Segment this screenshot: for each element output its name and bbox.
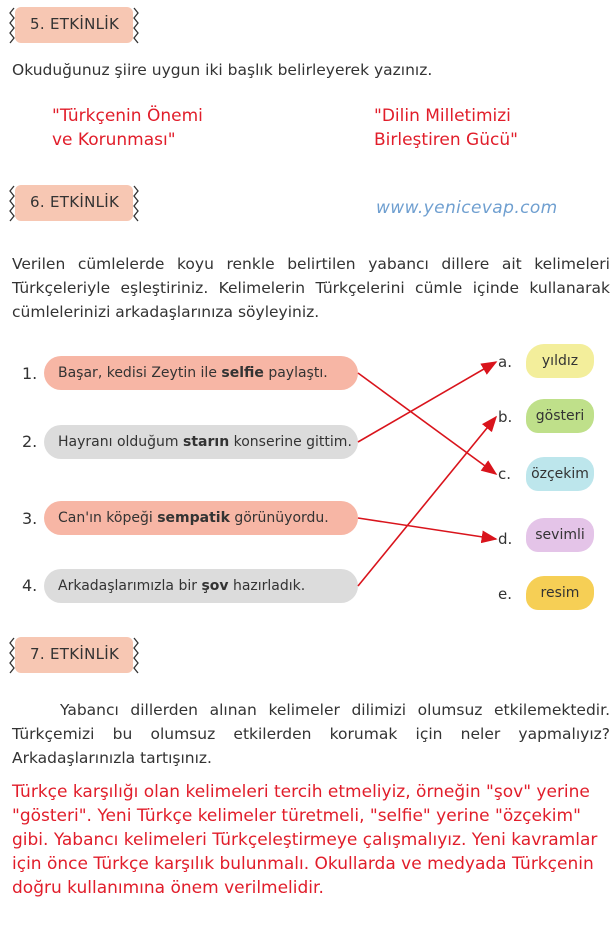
match-line-3-d [358,518,496,539]
watermark-text: www.yenicevap.com [376,198,558,218]
activity-6-title: 6. ETKİNLİK [30,193,120,211]
sentence-3-pill: Can'ın köpeği sempatik görünüyordu. [44,501,358,535]
foreign-word-sempatik: sempatik [157,510,230,526]
option-a-letter: a. [498,353,512,371]
foreign-word-sov: şov [201,578,229,594]
match-line-4-b [358,417,496,586]
foreign-word-starin: starın [183,434,230,450]
sentence-1-number: 1. [22,364,38,383]
activity-7-title: 7. ETKİNLİK [30,645,120,663]
match-line-2-a [358,362,496,442]
sentence-4-number: 4. [22,576,38,595]
answer-left-line-2: ve Korunması" [52,130,176,150]
answer-left-line-1: "Türkçenin Önemi [52,106,203,126]
option-c-word: özçekim [526,457,594,491]
option-a-word: yıldız [526,344,594,378]
option-d-word: sevimli [526,518,594,552]
option-d-letter: d. [498,530,513,548]
option-b-word: gösteri [526,399,594,433]
option-b-letter: b. [498,408,513,426]
match-line-1-c [358,373,496,474]
answer-right-line-2: Birleştiren Gücü" [374,130,518,150]
activity-7-badge [8,634,140,676]
sentence-2-pill: Hayranı olduğum starın konserine gittim. [44,425,358,459]
activity-5-title: 5. ETKİNLİK [30,15,120,33]
sentence-3-number: 3. [22,509,38,528]
activity-7-answer: Türkçe karşılığı olan kelimeleri tercih etmeliyiz, örneğin "şov" yerine "gösteri". Yeni Türkçe kelimeler türetmeli, "selfie" yerine "özçekim" gibi. Yabancı kelimeleri Türkçeleştirmeye çalışmalıyız. Yeni kavramlar için önce Türkçe karşılık bulunmalı. Okullarda ve medyada Türkçenin doğru kullanımına önem verilmelidir. [12,782,598,898]
activity-6-instruction: Verilen cümlelerde koyu renkle belirtilen yabancı dillere ait kelimeleri Türkçeleriyle eşleştiriniz. Kelimelerin Türkçelerini cümle içinde kullanarak cümlelerinizi arkadaşlarınıza söyleyiniz. [12,255,610,321]
sentence-4-pill: Arkadaşlarımızla bir şov hazırladık. [44,569,358,603]
activity-5-instruction: Okuduğunuz şiire uygun iki başlık belirleyerek yazınız. [12,61,433,79]
option-e-letter: e. [498,585,512,603]
sentence-2-number: 2. [22,432,38,451]
activity-7-instruction: Yabancı dillerden alınan kelimeler dilimizi olumsuz etkilemektedir. Türkçemizi bu olumsuz etkilerden korumak için neler yapmalıyız? Arkadaşlarınızla tartışınız. [12,701,610,767]
option-e-word: resim [526,576,594,610]
answer-right-line-1: "Dilin Milletimizi [374,106,511,126]
sentence-1-pill: Başar, kedisi Zeytin ile selfie paylaştı. [44,356,358,390]
foreign-word-selfie: selfie [221,365,264,381]
option-c-letter: c. [498,465,512,483]
